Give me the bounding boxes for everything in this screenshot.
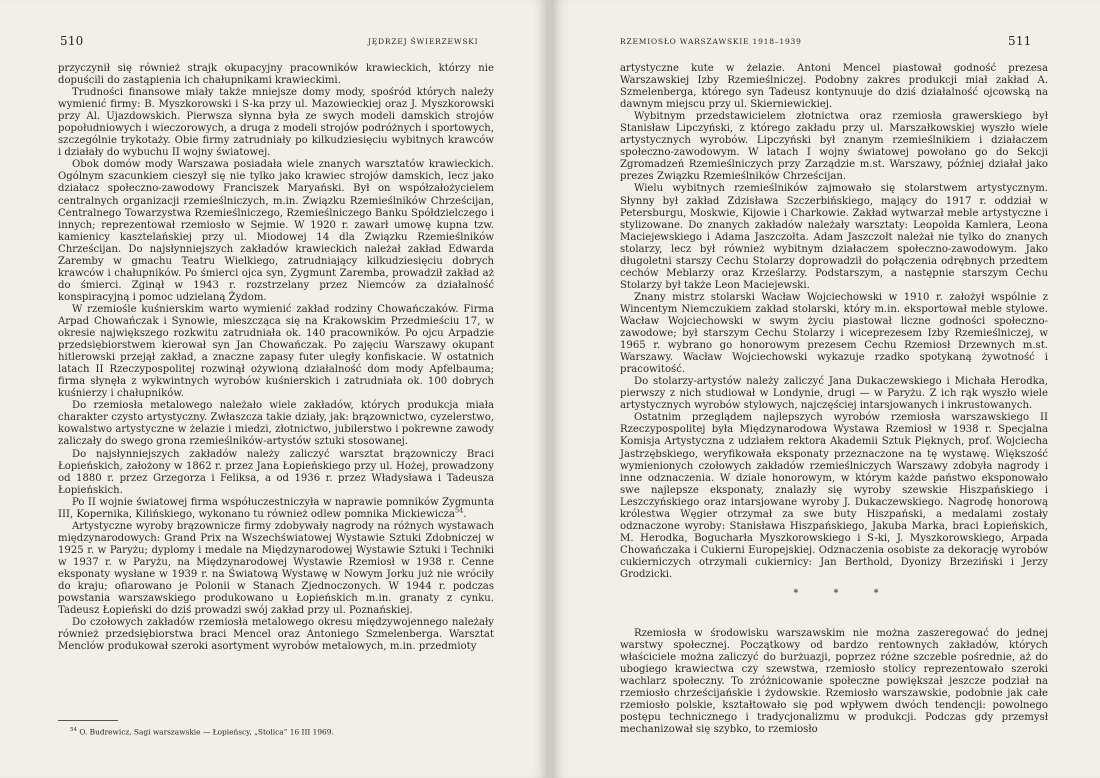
paragraph: Do rzemiosła metalowego należało wiele zakładów, których produkcja miała charakter czysto artystyczny. Zwłaszcza takie działy, jak: brązownictwo, cyzelerstwo, kowalstwo artystyczne w żelazie i miedzi, złotnictwo, jubilerstwo i pokrewne zawody zaliczały do swego grona rzemieślników-artystów sztuki stosowanej. (58, 400, 494, 448)
running-head-right: RZEMIOSŁO WARSZAWSKIE 1918–1939 (620, 37, 802, 46)
paragraph: Wybitnym przedstawicielem złotnictwa oraz rzemiosła grawerskiego był Stanisław Lipczyński, z którego zakładu przy ul. Marszałkowskiej wyszło wiele artystycznych wyrobów. Lipczyński był znanym rzemieślnikiem i działaczem społeczno-zawodowym. W latach I wojny światowej powołano go do Sekcji Zgromadzeń Rzemieślniczych przy Zarządzie m.st. Warszawy, później działał jako prezes Związku Rzemieślników Chrześcijan. (620, 111, 1048, 183)
paragraph: Wielu wybitnych rzemieślników zajmowało się stolarstwem artystycznym. Słynny był zakład Zdzisława Szczerbińskiego, mający do 1917 r. oddział w Petersburgu, Moskwie, Kijowie i Charkowie. Zakład wytwarzał meble artystyczne i stylizowane. Do znanych zakładów należały warsztaty: Leopolda Kamlera, Leona Maciejewskiego i Adama Jaszczołta. Adam Jaszczołt należał nie tylko do znanych stolarzy, lecz był również wybitnym działaczem społeczno-zawodowym. Jako długoletni starszy Cechu Stolarzy doprowadził do połączenia odrębnych przedtem cechów Meblarzy oraz Krześlarzy. Podstarszym, a następnie starszym Cechu Stolarzy był także Leon Maciejewski. (620, 183, 1048, 291)
paragraph: Po II wojnie światowej firma współuczestniczyła w naprawie pomników Zygmunta III, Kopernika, Kilińskiego, wykonano tu również odlew pomnika Mickiewicza$^{54}$. (58, 496, 494, 520)
left-page-body (58, 63, 494, 653)
paragraph: Do najsłynniejszych zakładów należy zaliczyć warsztat brązowniczy Braci Łopieńskich, założony w 1862 r. przez Jana Łopieńskiego przy ul. Hożej, prowadzony od 1880 r. przez Grzegorza i Feliksa, a od 1936 r. przez Władysława i Tadeusza Łopieńskich. (58, 448, 494, 496)
paragraph-text: Po II wojnie światowej firma współuczestniczyła w naprawie pomników Zygmunta III, Kopernika, Kilińskiego, wykonano tu również odlew pomnika Mickiewicza (58, 496, 494, 520)
footnote-mark: 54 (70, 727, 77, 733)
paragraph: Ostatnim przeglądem najlepszych wyrobów rzemiosła warszawskiego II Rzeczypospolitej była Międzynarodowa Wystawa Rzemiosł w 1938 r. Specjalna Komisja Artystyczna z udziałem rektora Akademii Sztuk Pięknych, prof. Wojciecha Jastrzębskiego, weryfikowała eksponaty przeznaczone na tę wystawę. Większość wymienionych czołowych zakładów rzemieślniczych Warszawy zdobyła nagrody i inne odznaczenia. W dziale honorowym, w którym każde państwo eksponowało swe najlepsze eksponaty, znalazły się wyroby szewskie Hiszpańskiego i Leszczyńskiego oraz intarsjowane wyroby J. Dukaczewskiego. Nagrodę honorową królestwa Węgier otrzymał za swe buty Hiszpański, a medalami zostały odznaczone wyroby: Stanisława Hiszpańskiego, Jakuba Marka, braci Łopieńskich, M. Herodka, Bogucharła Myszkorowskiego i S-ki, J. Myszkorowskiego, Arpada Chowańczaka i Cukierni Europejskiej. Odznaczenia osobiste za dekorację wyrobów cukierniczych otrzymali cukiernicy: Jan Berthold, Dyonizy Brzeziński i Jerzy Grodzicki. (620, 412, 1048, 580)
paragraph: Rzemiosła w środowisku warszawskim nie można zaszeregować do jednej warstwy społecznej. Początkowy od bardzo rentownych zakładów, których właściciele można zaliczyć do burżuazji, poprzez różne szczeble pośrednie, aż do ubogiego krawiectwa czy szewstwa, rzemiosło stolicy reprezentowało szeroki wachlarz społeczny. To zróżnicowanie społeczne powiększał jeszcze podział na rzemiosło chrześcijańskie i żydowskie. Rzemiosło warszawskie, podobnie jak całe rzemiosło polskie, kształtowało się pod wpływem dwóch tendencji: powolnego postępu technicznego i tradycjonalizmu w produkcji. Podczas gdy przemysł mechanizował się szybko, to rzemiosło (620, 628, 1048, 736)
page-number-right: 511 (1008, 34, 1032, 48)
right-page-body (620, 63, 1048, 736)
paragraph: W rzemiośle kuśnierskim warto wymienić zakład rodziny Chowańczaków. Firma Arpad Chowańczak i Synowie, mieszcząca się na Krakowskim Przedmieściu 17, w okresie największego rozkwitu zatrudniała ok. 140 pracowników. Po ojcu Arpadzie przedsiębiorstwem kierował syn Jan Chowańczak. Po zajęciu Warszawy okupant hitlerowski przejął zakład, a znaczne zapasy futer uległy konfiskacie. W ostatnich latach II Rzeczypospolitej rozwinął ożywioną działalność dom mody Apfelbauma; firma słynęła z wykwintnych wyrobów kuśnierskich i zatrudniała ok. 100 dobrych kuśnierzy i chałupników. (58, 303, 494, 400)
footnote (70, 727, 334, 736)
right-page (552, 0, 1100, 778)
paragraph: Artystyczne wyroby brązownicze firmy zdobywały nagrody na różnych wystawach międzynarodowych: Grand Prix na Wszechświatowej Wystawie Sztuki Zdobniczej w 1925 r. w Paryżu; dyplomy i medale na Międzynarodowej Wystawie Sztuki i Techniki w 1937 r. w Paryżu, na Międzynarodowej Wystawie Rzemiosł w 1938 r. Cenne eksponaty wysłane w 1939 r. na Światową Wystawę w Nowym Jorku już nie wróciły do kraju; ofiarowano je Polonii w Stanach Zjednoczonych. W 1944 r. podczas powstania warszawskiego produkowano u Łopieńskich m.in. granaty z cynku. Tadeusz Łopieński do dziś prowadzi swój zakład przy ul. Poznańskiej. (58, 520, 494, 617)
footnote-reference: 54 (454, 506, 464, 515)
left-page (0, 0, 548, 778)
paragraph: Do czołowych zakładów rzemiosła metalowego okresu międzywojennego należały również przedsiębiorstwa braci Mencel oraz Antoniego Szmelenberga. Warsztat Menclów produkował szeroki asortyment wyrobów metalowych, m.in. przedmioty (58, 617, 494, 653)
footnote-text: O. Budrewicz, Sagi warszawskie — Łopieńscy, „Stolica” 16 III 1969. (79, 727, 334, 737)
section-divider: * * * (793, 588, 895, 600)
paragraph: artystyczne kute w żelazie. Antoni Mencel piastował godność prezesa Warszawskiej Izby Rzemieślniczej. Podobny zakres produkcji miał zakład A. Szmelenberga, którego syn Tadeusz kontynuuje do dziś działalność ojcowską na dawnym miejscu przy ul. Skierniewickiej. (620, 63, 1048, 111)
page-number-left: 510 (60, 34, 84, 48)
running-head-left: JĘDRZEJ ŚWIERZEWSKI (368, 37, 479, 46)
paragraph: Znany mistrz stolarski Wacław Wojciechowski w 1910 r. założył wspólnie z Wincentym Niemczukiem zakład stolarski, który m.in. eksportował meble stylowe. Wacław Wojciechowski w swym życiu piastował liczne godności społeczno-zawodowe; był starszym Cechu Stolarzy i wiceprezesem Izby Rzemieślniczej, w 1965 r. wybrano go honorowym prezesem Cechu Rzemiosł Drzewnych m.st. Warszawy. Wacław Wojciechowski wykazuje rzadko spotykaną żywotność i pracowitość. (620, 291, 1048, 376)
paragraph: Trudności finansowe miały także mniejsze domy mody, spośród których należy wymienić firmy: B. Myszkorowski i S-ka przy ul. Mazowieckiej oraz J. Myszkorowski przy Al. Ujazdowskich. Pierwsza słynna była ze swych modeli damskich strojów popołudniowych i wieczorowych, a druga z modeli strojów podróżnych i sportowych, szczególnie trykotaży. Obie firmy zatrudniały po kilkudziesięciu wybitnych krawców i działały do wybuchu II wojny światowej. (58, 87, 494, 159)
paragraph: Obok domów mody Warszawa posiadała wiele znanych warsztatów krawieckich. Ogólnym szacunkiem cieszył się nie tylko jako krawiec strojów damskich, lecz jako działacz społeczno-zawodowy Franciszek Maryański. Był on współzałożycielem centralnych organizacji rzemieślniczych, m.in. Związku Rzemieślników Chrześcijan, Centralnego Towarzystwa Rzemieślniczego, Rzemieślniczego Banku Spółdzielczego i innych; reprezentował rzemiosło w Sejmie. W 1920 r. zawarł umowę kupna tzw. kamienicy kasztelańskiej przy ul. Miodowej 14 dla Związku Rzemieślników Chrześcijan. Do najsłynniejszych zakładów krawieckich należał zakład Edwarda Zaremby w gmachu Teatru Wielkiego, zatrudniający kilkudziesięciu dobrych krawców i chałupników. Po śmierci ojca syn, Zygmunt Zaremba, prowadził zakład aż do śmierci. Zginął w 1943 r. rozstrzelany przez Niemców za działalność konspiracyjną i pomoc udzielaną Żydom. (58, 159, 494, 303)
paragraph: przyczynił się również strajk okupacyjny pracowników krawieckich, którzy nie dopuścili do zastąpienia ich chałupnikami krawieckimi. (58, 63, 494, 87)
paragraph: Do stolarzy-artystów należy zaliczyć Jana Dukaczewskiego i Michała Herodka, pierwszy z nich studiował w Londynie, drugi — w Paryżu. Z ich rąk wyszło wiele artystycznych wyrobów stylowych, najczęściej intarsjowanych i inkrustowanych. (620, 376, 1048, 412)
footnote-rule (58, 720, 118, 721)
